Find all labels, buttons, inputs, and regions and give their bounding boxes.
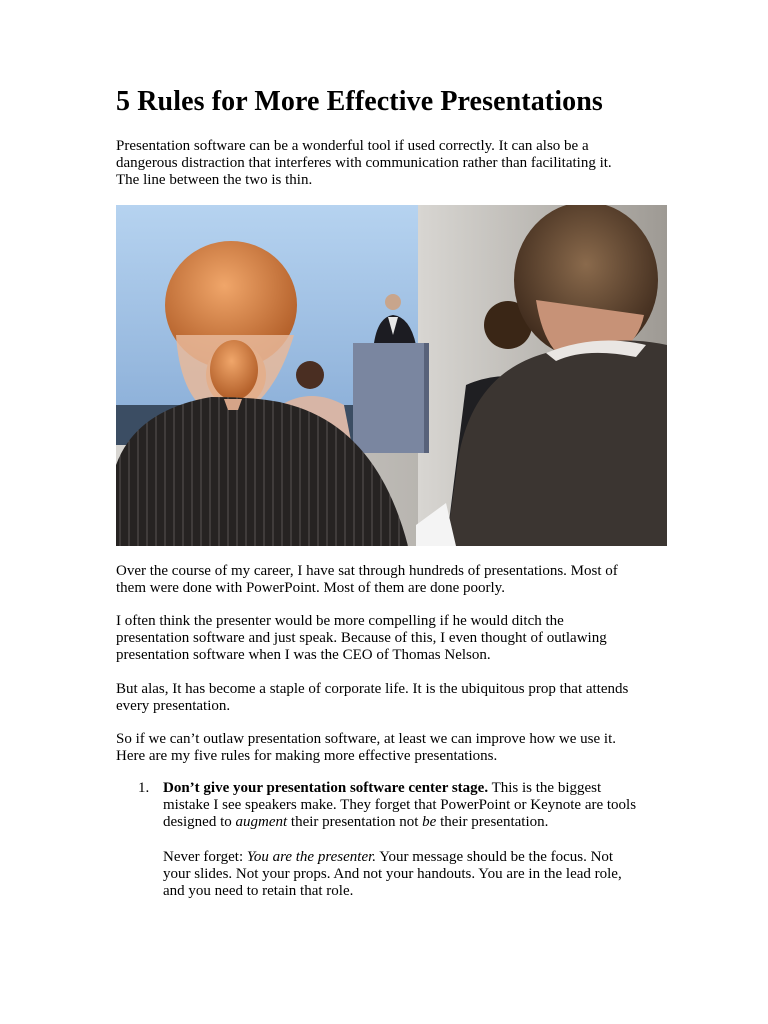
career-paragraph: [116, 563, 676, 597]
audience-photo: [116, 205, 667, 546]
intro-line: The line between the two is thin.: [116, 172, 313, 188]
text-run: their presentation.: [436, 814, 549, 830]
list-item-line: and you need to retain that role.: [163, 883, 354, 899]
paragraph-line: So if we can’t outlaw presentation software, at least we can improve how we use it.: [116, 731, 616, 747]
emphasis-text: You are the presenter.: [246, 849, 377, 865]
text-run: designed to: [163, 814, 236, 830]
paragraph-line: Over the course of my career, I have sat through hundreds of presentations. Most of: [116, 563, 618, 579]
intro-paragraph: [116, 138, 676, 189]
text-run: Your message should be the focus. Not: [376, 849, 614, 865]
staple-paragraph: [116, 681, 676, 715]
paragraph-line: every presentation.: [116, 698, 231, 714]
paragraph-line: them were done with PowerPoint. Most of them are done poorly.: [116, 580, 505, 596]
text-run: This is the biggest: [488, 780, 602, 796]
list-item-text: [163, 780, 663, 831]
text-run: their presentation not: [287, 814, 423, 830]
list-item-line: [163, 849, 663, 866]
list-item-heading: Don’t give your presentation software center stage.: [163, 780, 489, 796]
intro-line: dangerous distraction that interferes with communication rather than facilitating it.: [116, 155, 612, 171]
list-item-number: 1.: [138, 780, 150, 796]
paragraph-line: presentation software and just speak. Because of this, I even thought of outlawing: [116, 630, 607, 646]
rules-intro-paragraph: [116, 731, 676, 765]
list-item-line: mistake I see speakers make. They forget that PowerPoint or Keynote are tools: [163, 797, 637, 813]
list-item-line: your slides. Not your props. And not your handouts. You are in the lead role,: [163, 866, 622, 882]
list-item-line: [163, 814, 663, 831]
list-item-line: [163, 780, 663, 797]
paragraph-line: I often think the presenter would be more compelling if he would ditch the: [116, 613, 564, 629]
intro-line: Presentation software can be a wonderful tool if used correctly. It can also be a: [116, 138, 589, 154]
presenter-paragraph: [116, 613, 676, 664]
emphasis-text: augment: [235, 814, 288, 830]
paragraph-line: Here are my five rules for making more effective presentations.: [116, 748, 498, 764]
page-title: 5 Rules for More Effective Presentations: [116, 86, 603, 117]
paragraph-line: But alas, It has become a staple of corporate life. It is the ubiquitous prop that attends: [116, 681, 629, 697]
emphasis-text: be: [422, 814, 437, 830]
text-run: Never forget:: [163, 849, 247, 865]
list-item-note: [163, 849, 663, 900]
paragraph-line: presentation software when I was the CEO of Thomas Nelson.: [116, 647, 491, 663]
